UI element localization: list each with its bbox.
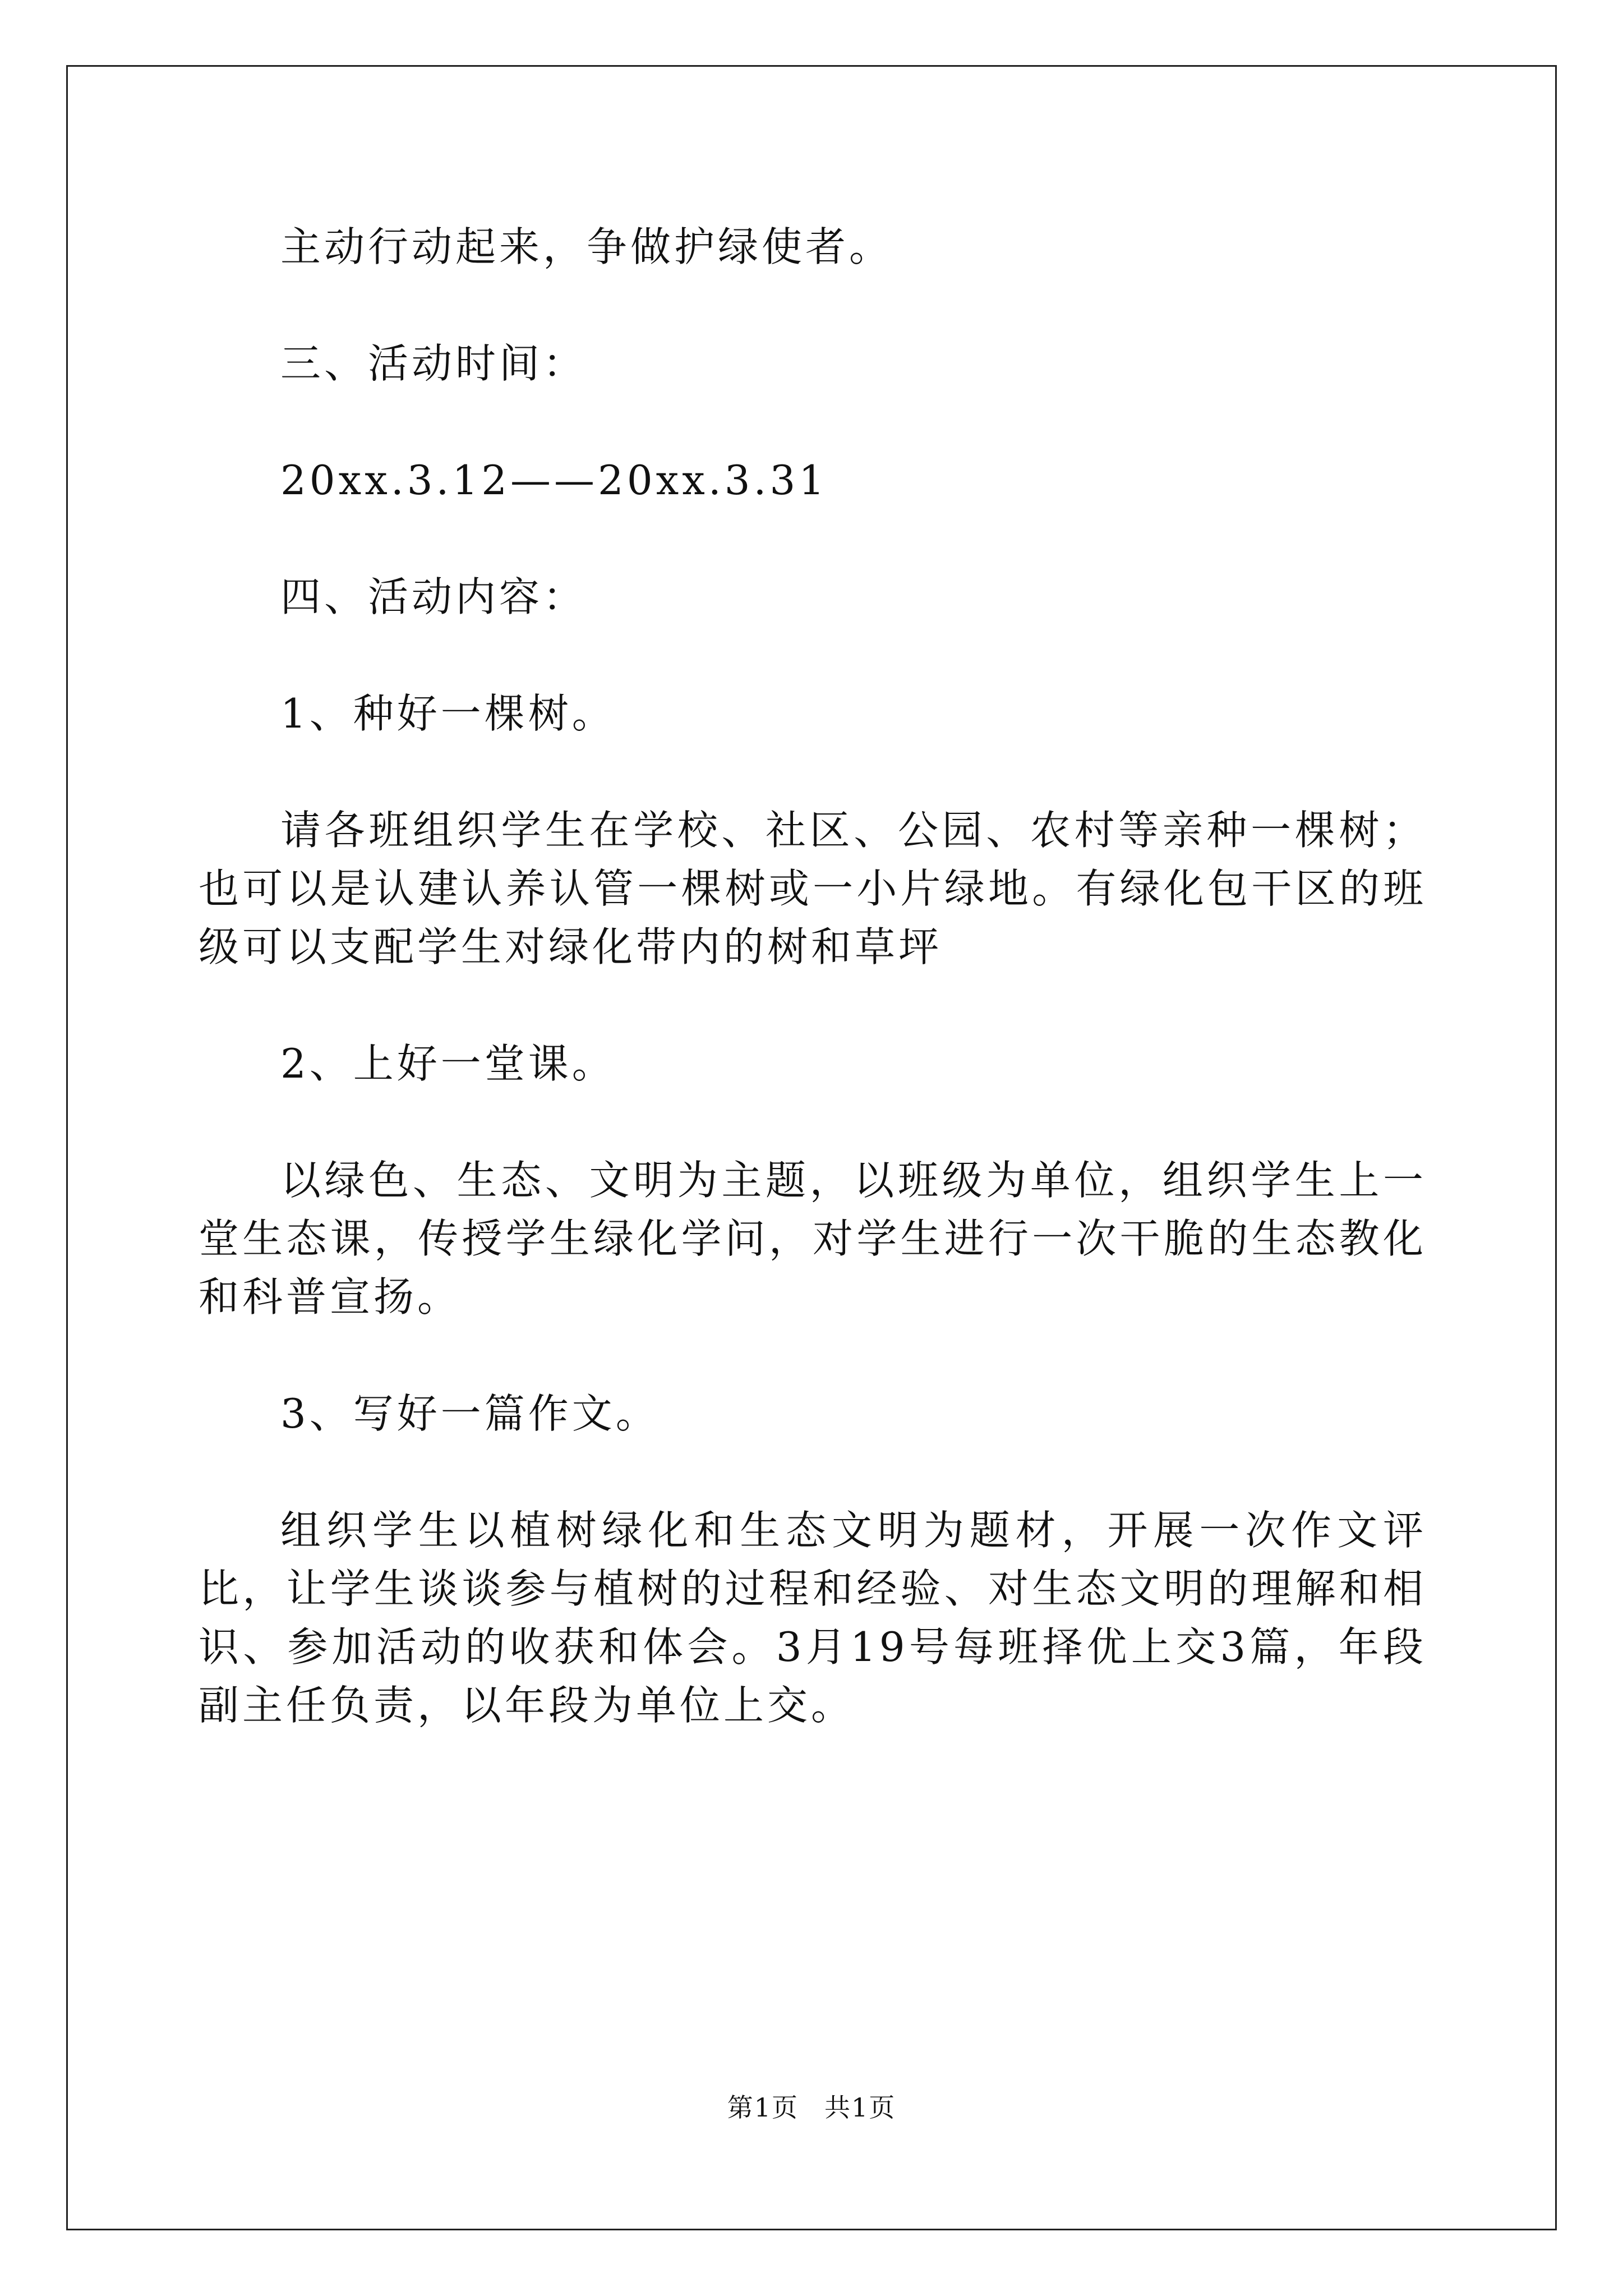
- document-body: [199, 218, 1427, 1734]
- list-item-heading: 1、种好一棵树。: [280, 690, 616, 737]
- paragraph: 组织学生以植树绿化和生态文明为题材，开展一次作文评比，让学生谈谈参与植树的过程和经验、对生态文明的理解和相识、参加活动的收获和体会。3月19号每班择优上交3篇，年段副主任负责，以年段为单位上交。: [199, 1507, 1427, 1729]
- page-footer: [0, 2091, 1623, 2124]
- page-number-total: 共1页: [824, 2092, 896, 2123]
- page-number-current: 第1页: [727, 2092, 799, 2123]
- paragraph: 以绿色、生态、文明为主题，以班级为单位，组织学生上一堂生态课，传授学生绿化学问，对学生进行一次干脆的生态教化和科普宣扬。: [199, 1157, 1427, 1320]
- paragraph: 请各班组织学生在学校、社区、公园、农村等亲种一棵树；也可以是认建认养认管一棵树或一小片绿地。有绿化包干区的班级可以支配学生对绿化带内的树和草坪: [199, 807, 1427, 970]
- paragraph: 主动行动起来，争做护绿使者。: [280, 223, 893, 270]
- paragraph: 20xx.3.12——20xx.3.31: [280, 457, 828, 504]
- list-item-heading: 2、上好一堂课。: [280, 1040, 616, 1087]
- section-heading: 四、活动内容：: [280, 573, 587, 620]
- list-item-heading: 3、写好一篇作文。: [280, 1390, 660, 1437]
- section-heading: 三、活动时间：: [280, 340, 587, 387]
